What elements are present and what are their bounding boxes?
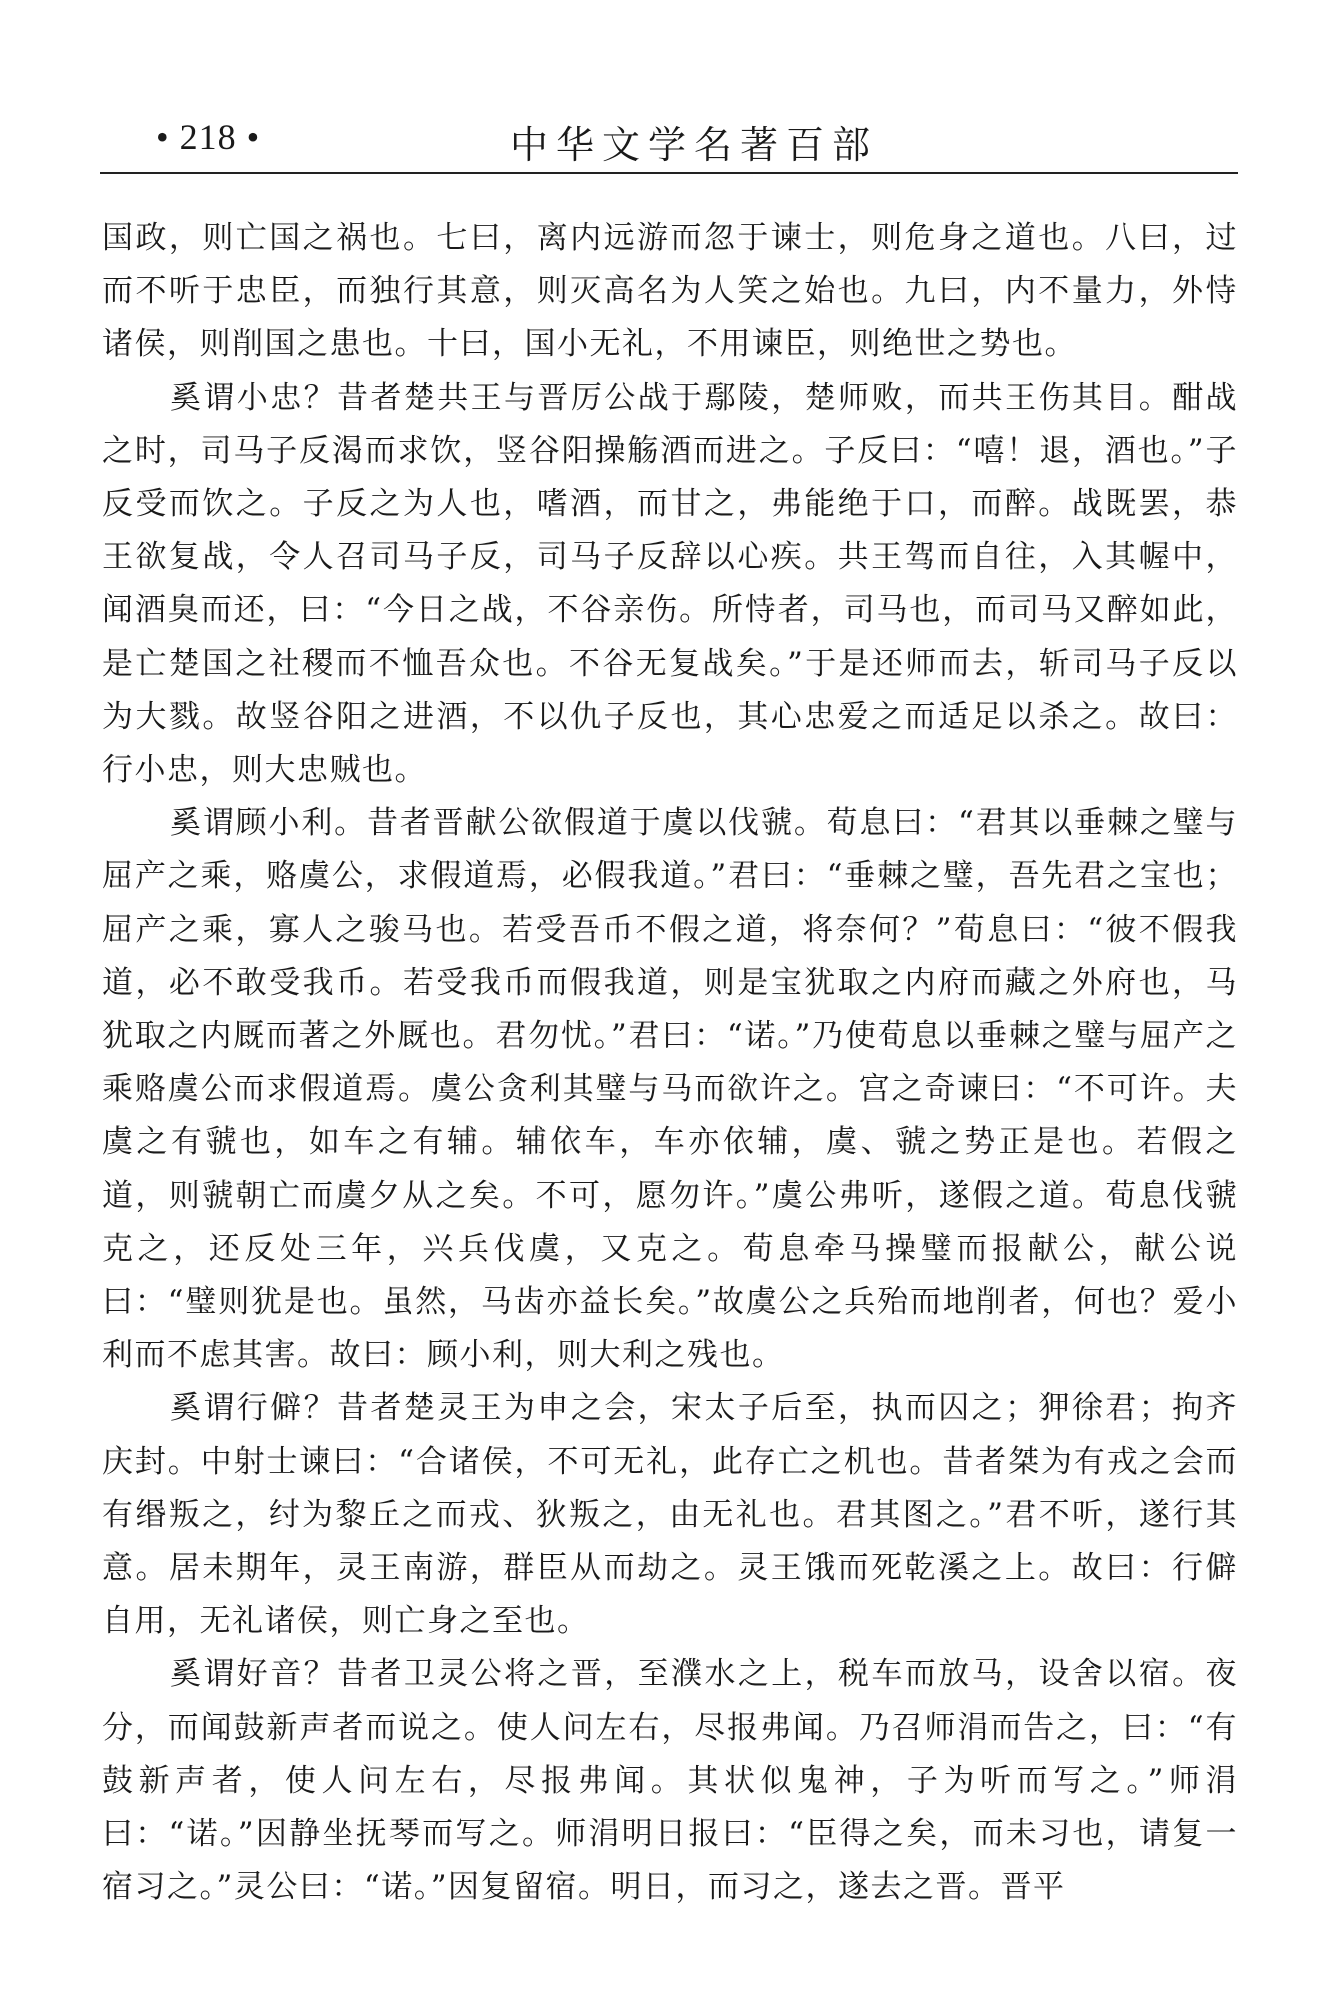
paragraph-perverse-conduct: 奚谓行僻？昔者楚灵王为申之会，宋太子后至，执而囚之；狎徐君；拘齐庆封。中射士谏曰：“合诸侯，不可无礼，此存亡之机也。昔者桀为有戎之会而有缗叛之，纣为黎丘之而戎、狄叛之，由无礼也。君其图之。”君不听，遂行其意。居未期年，灵王南游，群臣从而劫之。灵王饿而死乾溪之上。故曰：行僻自用，无礼诸侯，则亡身之至也。 [102, 1390, 1238, 1640]
paragraph-fondness-music: 奚谓好音？昔者卫灵公将之晋，至濮水之上，税车而放马，设舍以宿。夜分，而闻鼓新声者而说之。使人问左右，尽报弗闻。乃召师涓而告之，曰：“有鼓新声者，使人问左右，尽报弗闻。其状似鬼神，子为听而写之。”师涓曰：“诺。”因静坐抚琴而写之。师涓明日报曰：“臣得之矣，而未习也，请复一宿习之。”灵公曰：“诺。”因复留宿。明日，而习之，遂去之晋。晋平 [102, 1656, 1238, 1906]
page-number: • 218 • [156, 117, 261, 157]
paragraph-continued: 国政，则亡国之祸也。七曰，离内远游而忽于谏士，则危身之道也。八曰，过而不听于忠臣，而独行其意，则灭高名为人笑之始也。九曰，内不量力，外恃诸侯，则削国之患也。十曰，国小无礼，不用谏臣，则绝世之势也。 [102, 220, 1238, 363]
page-header [100, 108, 1238, 172]
header-rule [100, 172, 1238, 174]
paragraph-minor-loyalty: 奚谓小忠？昔者楚共王与晋厉公战于鄢陵，楚师败，而共王伤其目。酣战之时，司马子反渴而求饮，竖谷阳操觞酒而进之。子反曰：“嘻！退，酒也。”子反受而饮之。子反之为人也，嗜酒，而甘之，弗能绝于口，而醉。战既罢，恭王欲复战，令人召司马子反，司马子反辞以心疾。共王驾而自往，入其幄中，闻酒臭而还，曰：“今日之战，不谷亲伤。所恃者，司马也，而司马又醉如此，是亡楚国之社稷而不恤吾众也。不谷无复战矣。”于是还师而去，斩司马子反以为大戮。故竖谷阳之进酒，不以仇子反也，其心忠爱之而适足以杀之。故曰：行小忠，则大忠贼也。 [102, 379, 1238, 789]
book-title: 中华文学名著百部 [510, 123, 879, 167]
body-text [102, 212, 1238, 1915]
paragraph-petty-profit: 奚谓顾小利。昔者晋献公欲假道于虞以伐虢。荀息曰：“君其以垂棘之璧与屈产之乘，赂虞公，求假道焉，必假我道。”君曰：“垂棘之璧，吾先君之宝也；屈产之乘，寡人之骏马也。若受吾币不假之道，将奈何？”荀息曰：“彼不假我道，必不敢受我币。若受我币而假我道，则是宝犹取之内府而藏之外府也，马犹取之内厩而著之外厩也。君勿忧。”君曰：“诺。”乃使荀息以垂棘之璧与屈产之乘赂虞公而求假道焉。虞公贪利其璧与马而欲许之。宫之奇谏曰：“不可许。夫虞之有虢也，如车之有辅。辅依车，车亦依辅，虞、虢之势正是也。若假之道，则虢朝亡而虞夕从之矣。不可，愿勿许。”虞公弗听，遂假之道。荀息伐虢克之，还反处三年，兴兵伐虞，又克之。荀息牵马操璧而报献公，献公说曰：“璧则犹是也。虽然，马齿亦益长矣。”故虞公之兵殆而地削者，何也？爱小利而不虑其害。故曰：顾小利，则大利之残也。 [102, 805, 1238, 1374]
